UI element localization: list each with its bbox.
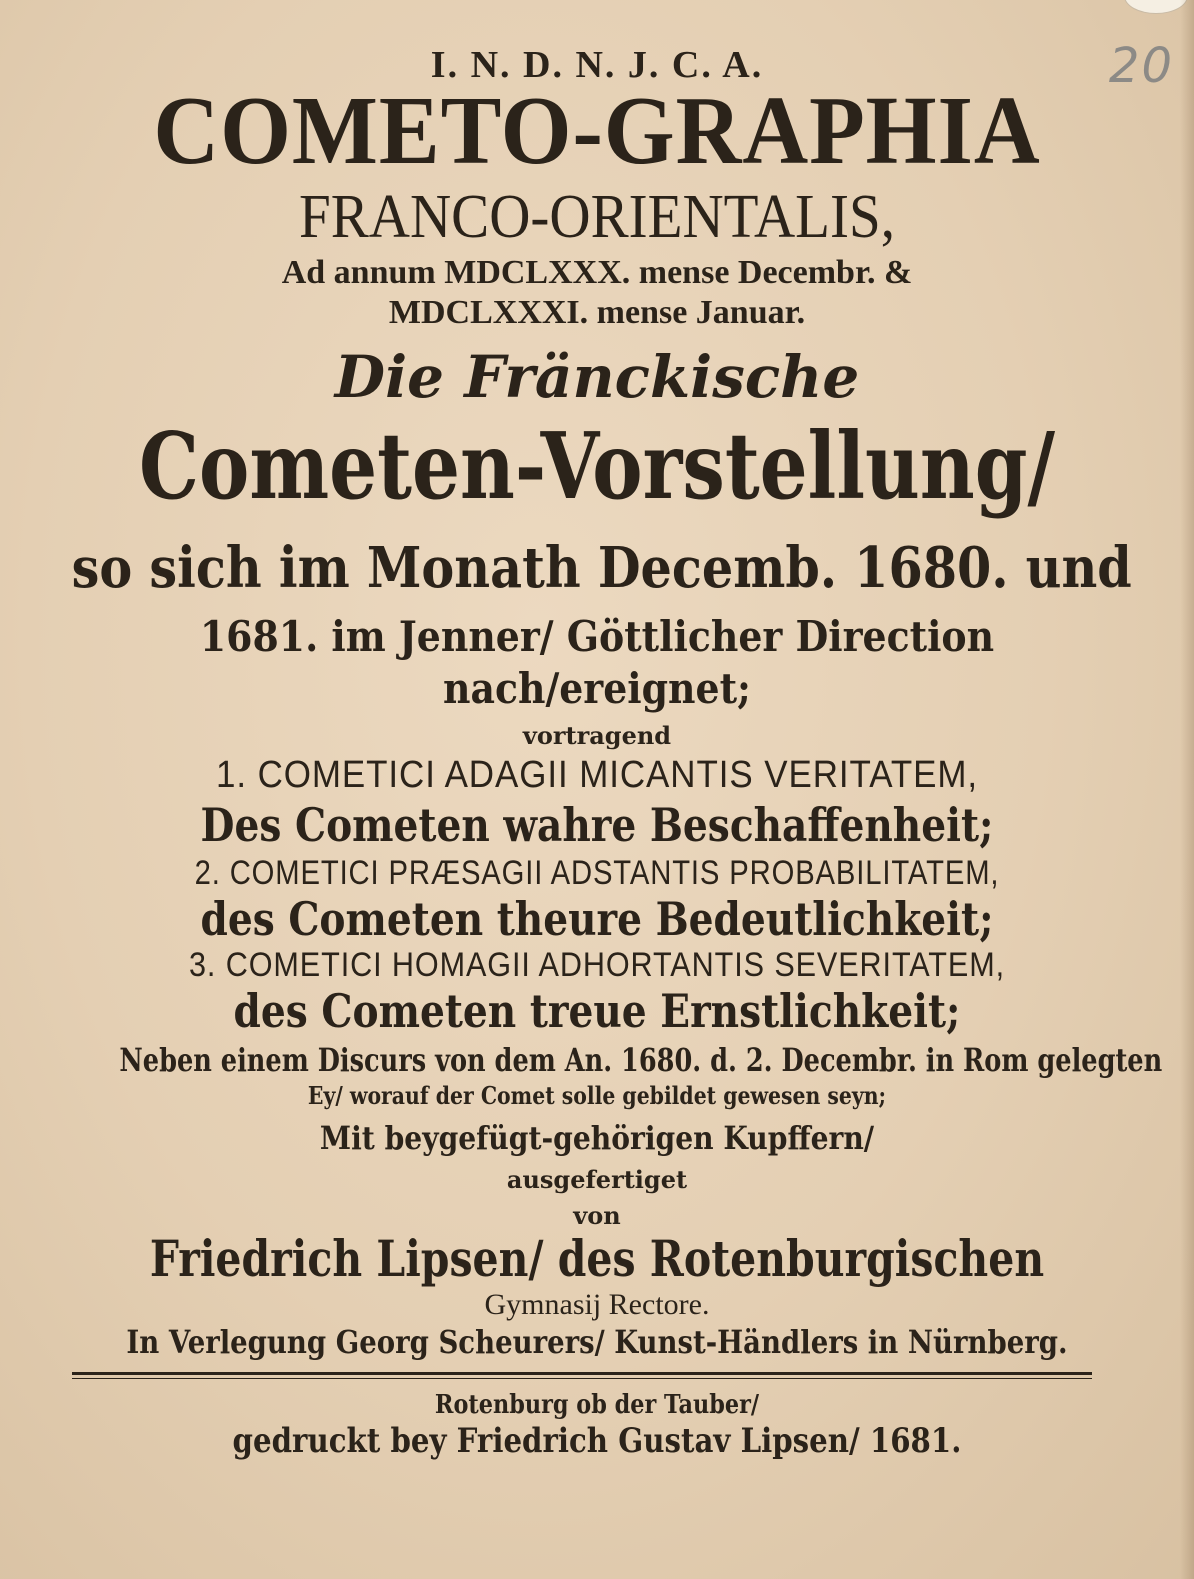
german-title-line-2: Cometen-Vorstellung/ [138, 412, 1055, 520]
german-line-4: 1681. im Jenner/ Göttlicher Direction [199, 612, 995, 661]
point-2-german-line: des Cometen theure Bedeutlichkeit; [200, 892, 994, 946]
german-line-5: nach/ereignet; [442, 664, 752, 713]
discurs-line-1: Neben einem Discurs von dem An. 1680. d. 2. Decembr. in Rom gelegten [119, 1041, 1163, 1079]
author-line: Friedrich Lipsen/ des Rotenburgischen [149, 1229, 1045, 1288]
publisher-line: In Verlegung Georg Scheurers/ Kunst-Händlers in Nürnberg. [126, 1323, 1068, 1361]
dates-line-1: Ad annum MDCLXXX. mense Decembr. & [281, 254, 913, 291]
title-line-2: FRANCO-ORIENTALIS, [299, 183, 895, 251]
shelfmark-pencil-note: 20 [1108, 38, 1174, 94]
german-line-3: so sich im Monath Decemb. 1680. und [71, 535, 1132, 601]
point-2-latin-line: 2. COMETICI PRÆSAGII ADSTANTIS PROBABILITATEM, [194, 854, 1000, 892]
discurs-line-2: Ey/ worauf der Comet solle gebildet gewesen seyn; [307, 1081, 887, 1110]
german-title-line-1: Die Fränckische [334, 343, 860, 411]
vortragend-line: vortragend [522, 721, 672, 750]
von-line: von [573, 1201, 621, 1230]
divider-rule-thin [72, 1378, 1092, 1379]
point-3-german-line: des Cometen treue Ernstlichkeit; [233, 984, 961, 1038]
point-3-latin-line: 3. COMETICI HOMAGII ADHORTANTIS SEVERITATEM, [188, 946, 1006, 984]
dates-line-2: MDCLXXXI. mense Januar. [388, 294, 806, 331]
corner-paper-mark [1124, 0, 1188, 14]
imprint-printer-line: gedruckt bey Friedrich Gustav Lipsen/ 1681. [232, 1421, 962, 1461]
divider-rule [72, 1372, 1092, 1375]
ausgefertiget-line: ausgefertiget [506, 1165, 688, 1194]
author-role-line: Gymnasij Rectore. [484, 1288, 710, 1321]
imprint-place-line: Rotenburg ob der Tauber/ [434, 1390, 760, 1420]
point-1-latin-line: 1. COMETICI ADAGII MICANTIS VERITATEM, [215, 754, 979, 796]
kupfern-line: Mit beygefügt-gehörigen Kupffern/ [319, 1119, 875, 1157]
point-1-german-line: Des Cometen wahre Beschaffenheit; [200, 798, 994, 852]
main-title-line: COMETO-GRAPHIA [153, 77, 1041, 185]
invocation-line: I. N. D. N. J. C. A. [430, 44, 764, 86]
